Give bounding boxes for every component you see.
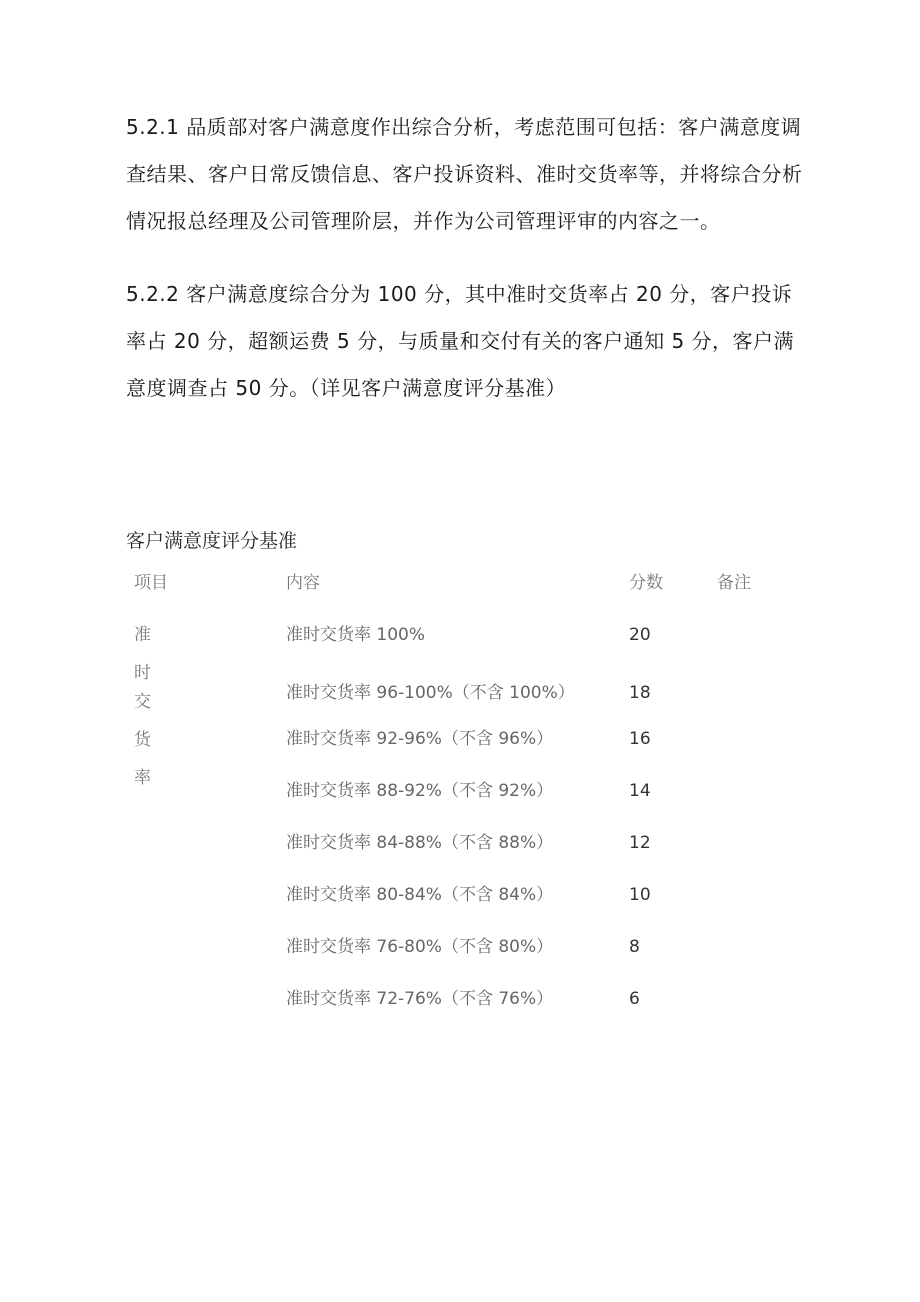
item-char: 率 bbox=[134, 768, 151, 788]
item-char: 货 bbox=[134, 730, 151, 750]
item-char: 交 bbox=[134, 692, 151, 712]
paragraph-5-2-2: 5.2.2 客户满意度综合分为 100 分，其中准时交货率占 20 分，客户投诉率占 20 分，超额运费 5 分，与质量和交付有关的客户通知 5 分，客户满意度调查占 50 分。（详见客户满意度评分基准） bbox=[126, 282, 795, 400]
row-score: 16 bbox=[629, 729, 651, 749]
header-content: 内容 bbox=[286, 573, 320, 593]
header-item: 项目 bbox=[134, 573, 168, 593]
row-content: 准时交货率 96-100%（不含 100%） bbox=[286, 683, 575, 703]
item-char: 时 bbox=[134, 663, 151, 683]
row-score: 10 bbox=[629, 885, 651, 905]
table-title: 客户满意度评分基准 bbox=[126, 530, 298, 552]
item-char: 准 bbox=[134, 625, 151, 645]
row-score: 18 bbox=[629, 683, 651, 703]
row-content: 准时交货率 88-92%（不含 92%） bbox=[286, 781, 554, 801]
row-score: 6 bbox=[629, 989, 640, 1009]
row-content: 准时交货率 92-96%（不含 96%） bbox=[286, 729, 554, 749]
row-score: 12 bbox=[629, 833, 651, 853]
row-score: 20 bbox=[629, 625, 651, 645]
row-score: 14 bbox=[629, 781, 651, 801]
row-content: 准时交货率 76-80%（不含 80%） bbox=[286, 937, 554, 957]
paragraph-5-2-1: 5.2.1 品质部对客户满意度作出综合分析，考虑范围可包括：客户满意度调查结果、客户日常反馈信息、客户投诉资料、准时交货率等，并将综合分析情况报总经理及公司管理阶层，并作为公司管理评审的内容之一。 bbox=[126, 115, 803, 233]
row-content: 准时交货率 72-76%（不含 76%） bbox=[286, 989, 554, 1009]
header-score: 分数 bbox=[629, 573, 663, 593]
header-remark: 备注 bbox=[717, 573, 751, 593]
row-content: 准时交货率 80-84%（不含 84%） bbox=[286, 885, 554, 905]
row-content: 准时交货率 100% bbox=[286, 625, 426, 645]
row-score: 8 bbox=[629, 937, 640, 957]
row-content: 准时交货率 84-88%（不含 88%） bbox=[286, 833, 554, 853]
